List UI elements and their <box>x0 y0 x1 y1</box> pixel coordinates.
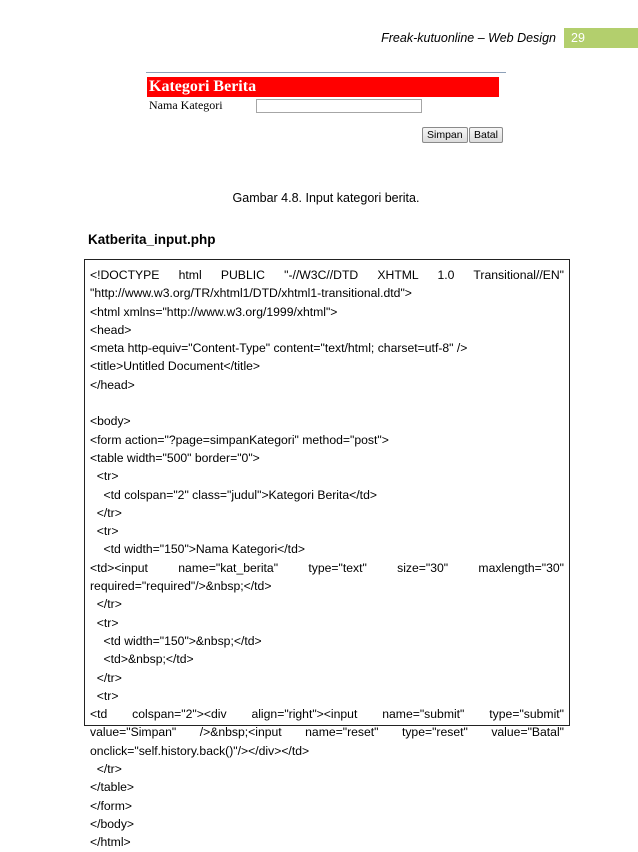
code-line: </tr> <box>90 597 122 612</box>
code-line: <td>&nbsp;</td> <box>90 652 194 667</box>
code-line: <td width="150">&nbsp;</td> <box>90 633 262 648</box>
code-line: <form action="?page=simpanKategori" method="post"> <box>90 432 389 447</box>
code-line: <td colspan="2" class="judul">Kategori Berita</td> <box>90 487 377 502</box>
code-line: </tr> <box>90 762 122 777</box>
code-line: <tr> <box>90 615 119 630</box>
nama-kategori-input[interactable] <box>256 99 422 113</box>
code-line: </tr> <box>90 670 122 685</box>
code-line: </form> <box>90 798 132 813</box>
code-line: <td width="150">Nama Kategori</td> <box>90 542 305 557</box>
header-title: Freak-kutuonline – Web Design <box>381 31 556 45</box>
code-line: <table width="500" border="0"> <box>90 450 260 465</box>
code-line: </table> <box>90 780 135 795</box>
code-line: required="required"/>&nbsp;</td> <box>90 579 272 594</box>
code-line: <tr> <box>90 469 119 484</box>
code-line: <body> <box>90 414 131 429</box>
code-line: <title>Untitled Document</title> <box>90 359 261 374</box>
code-line <box>90 394 564 412</box>
code-line: onclick="self.history.back()"/></div></td> <box>90 743 310 758</box>
code-line: <tr> <box>90 524 119 539</box>
code-line: </head> <box>90 377 135 392</box>
code-listing <box>84 259 570 850</box>
code-line: "http://www.w3.org/TR/xhtml1/DTD/xhtml1-transitional.dtd"> <box>90 286 412 301</box>
code-line: </body> <box>90 816 135 831</box>
figure-form-screenshot <box>146 72 502 147</box>
code-line: <head> <box>90 322 132 337</box>
page-header <box>381 28 638 48</box>
code-line: <tr> <box>90 688 119 703</box>
form-top-rule <box>146 72 506 73</box>
code-line: value="Simpan" />&nbsp;<input name="reset" type="reset" value="Batal" <box>90 725 564 740</box>
page-number: 29 <box>564 28 638 48</box>
code-heading: Katberita_input.php <box>88 232 216 247</box>
nama-kategori-label: Nama Kategori <box>149 98 223 112</box>
code-line: <!DOCTYPE html PUBLIC "-//W3C//DTD XHTML 1.0 Transitional//EN" <box>90 268 564 282</box>
code-line: <meta http-equiv="Content-Type" content="text/html; charset=utf-8" /> <box>90 341 468 356</box>
code-line: <td><input name="kat_berita" type="text" size="30" maxlength="30" <box>90 560 564 575</box>
simpan-button[interactable]: Simpan <box>422 127 468 143</box>
code-line: </tr> <box>90 505 122 520</box>
batal-button[interactable]: Batal <box>469 127 503 143</box>
form-title-bar: Kategori Berita <box>147 77 499 97</box>
code-line: </html> <box>90 835 131 850</box>
figure-caption: Gambar 4.8. Input kategori berita. <box>232 191 420 205</box>
code-line: <html xmlns="http://www.w3.org/1999/xhtml"> <box>90 304 338 319</box>
code-line: <td colspan="2"><div align="right"><input name="submit" type="submit" <box>90 707 564 722</box>
